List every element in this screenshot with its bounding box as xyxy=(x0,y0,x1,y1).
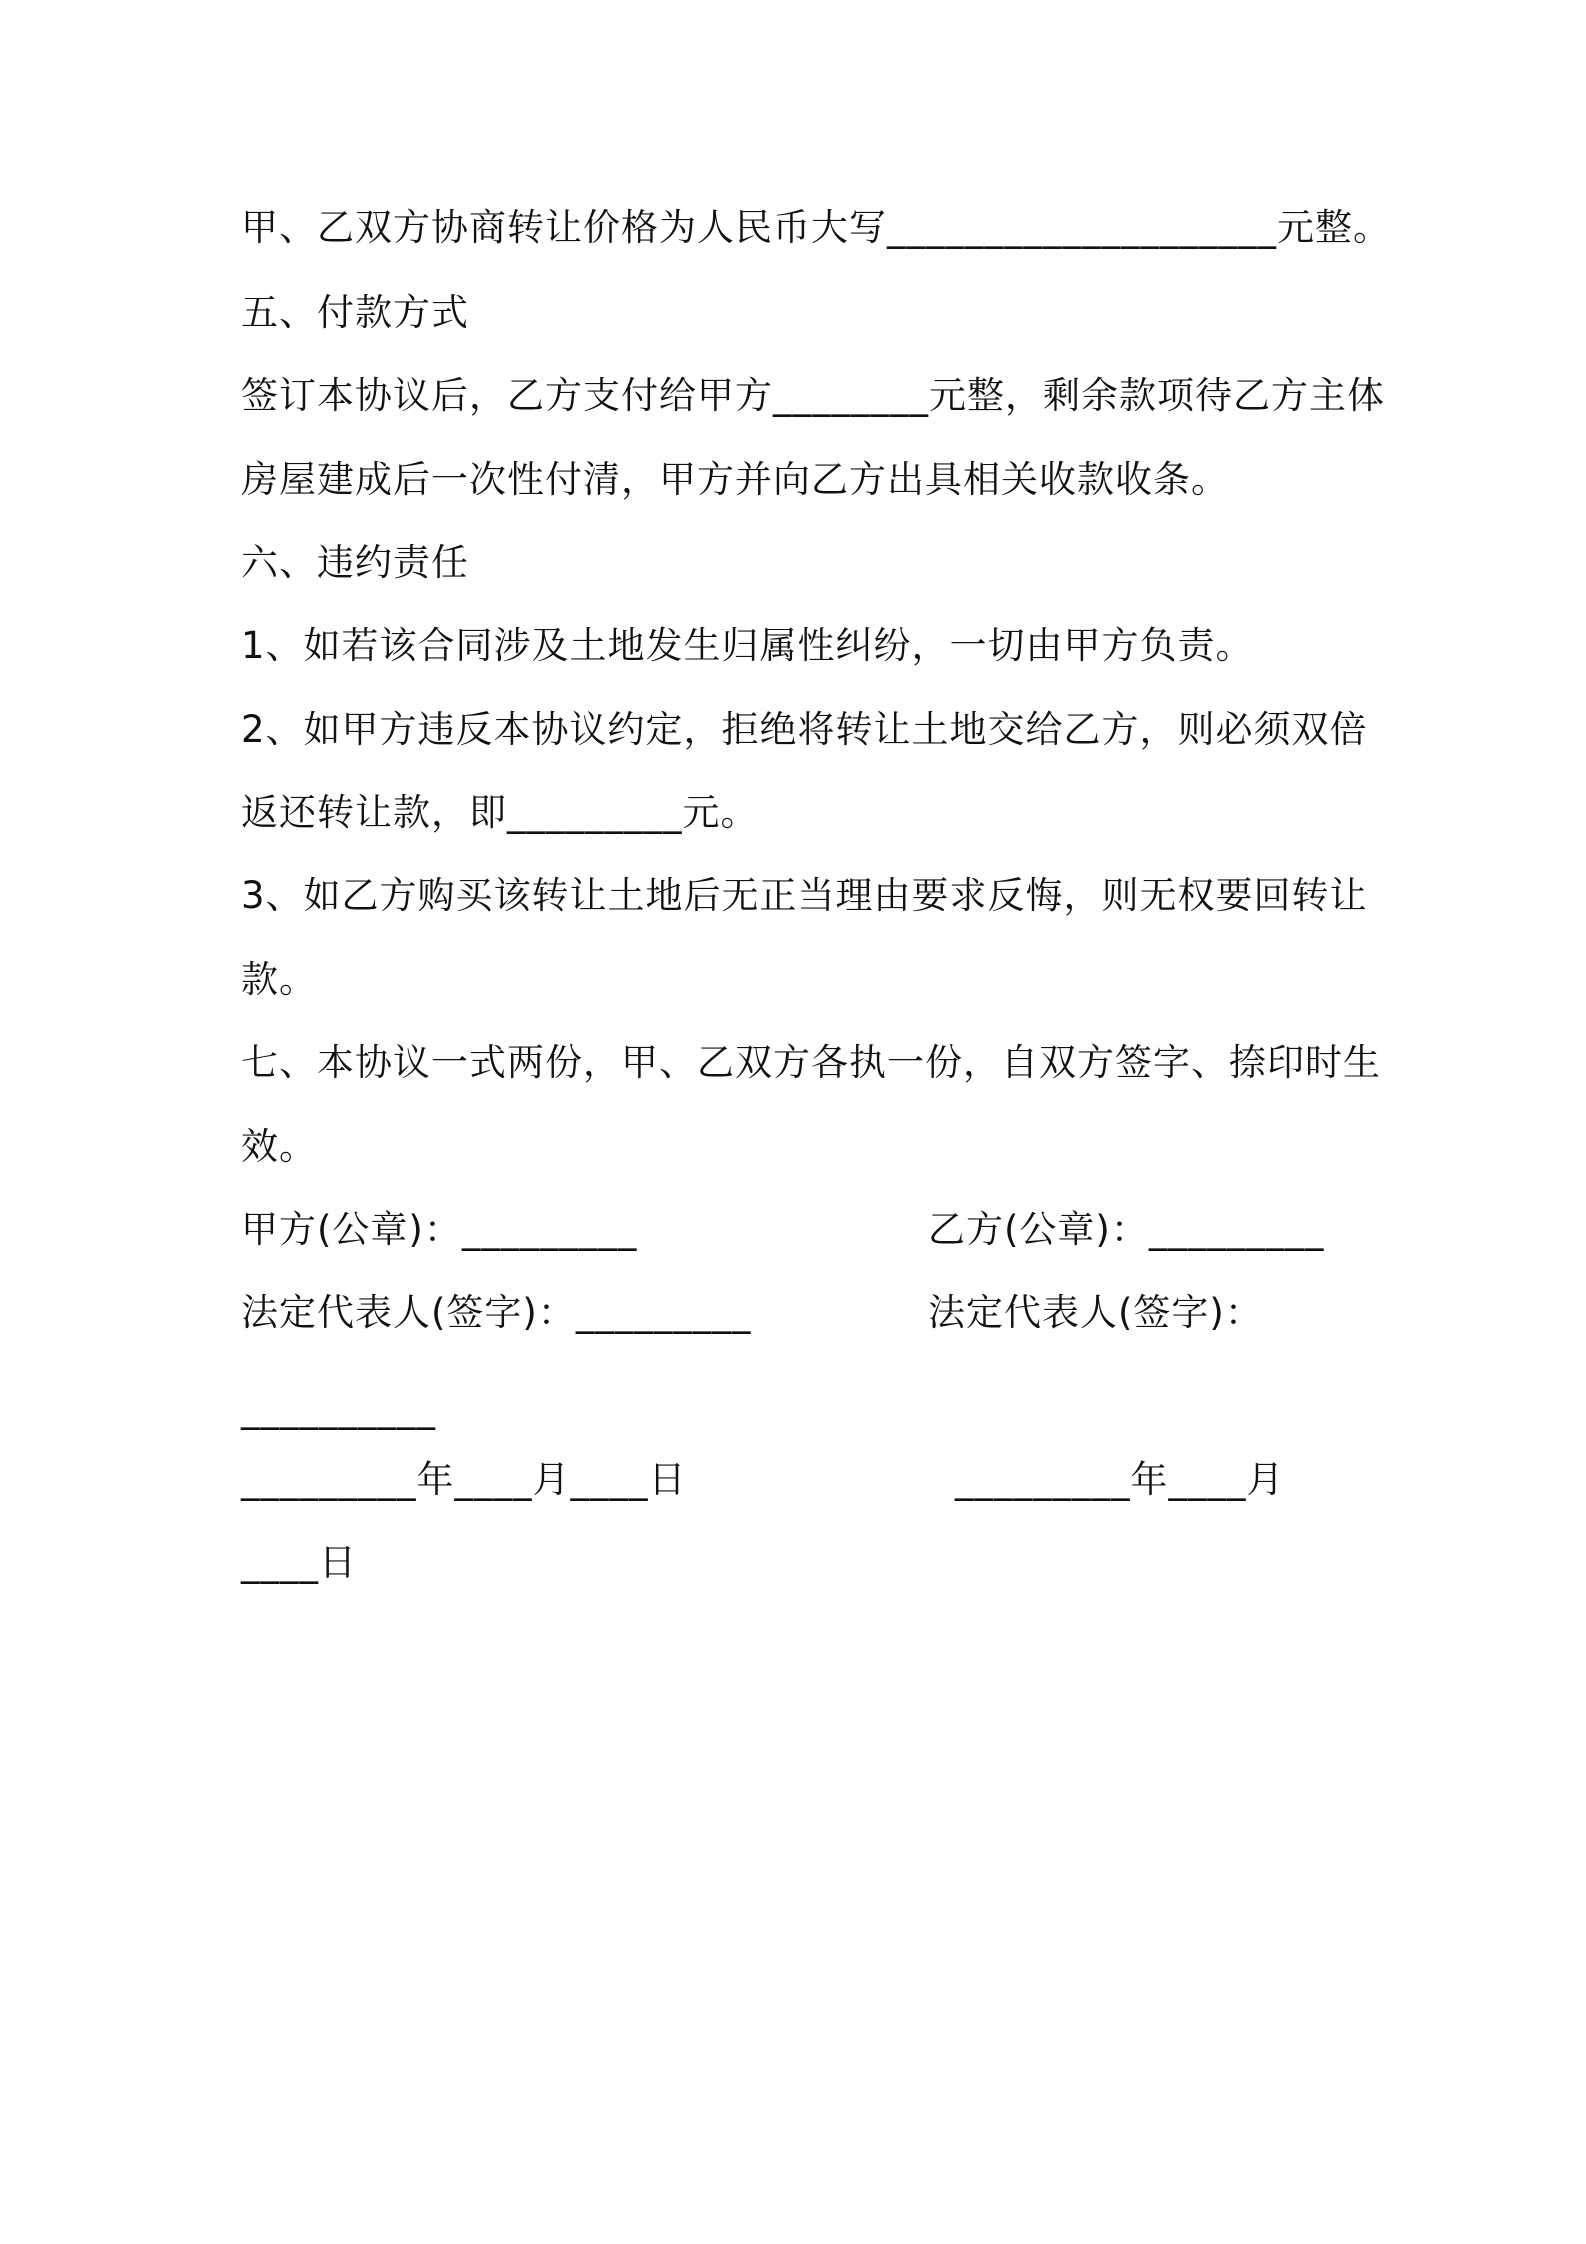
party-a-date-field: _________年____月____日 xyxy=(241,1458,687,1501)
party-a-seal-field: 甲方(公章)：_________ xyxy=(241,1208,638,1251)
party-b-date-field: _________年____月 xyxy=(955,1458,1285,1501)
party-b-rep-field: 法定代表人(签字)： xyxy=(928,1291,1263,1334)
liability-clause-3-line-1: 3、如乙方购买该转让土地后无正当理由要求反悔，则无权要回转让 xyxy=(241,874,1368,917)
liability-clause-2-line-2: 返还转让款，即_________元。 xyxy=(241,791,759,834)
copies-clause-line-2: 效。 xyxy=(241,1125,317,1168)
price-clause: 甲、乙双方协商转让价格为人民币大写____________________元整。 xyxy=(241,206,1391,249)
copies-clause-line-1: 七、本协议一式两份，甲、乙双方各执一份，自双方签字、捺印时生 xyxy=(241,1041,1381,1084)
payment-clause-line-1: 签订本协议后，乙方支付给甲方________元整，剩余款项待乙方主体 xyxy=(241,374,1385,417)
party-b-rep-blank: __________ xyxy=(241,1387,436,1430)
party-a-rep-field: 法定代表人(签字)：_________ xyxy=(241,1291,752,1334)
liability-clause-1: 1、如若该合同涉及土地发生归属性纠纷，一切由甲方负责。 xyxy=(241,624,1254,667)
payment-clause-line-2: 房屋建成后一次性付清，甲方并向乙方出具相关收款收条。 xyxy=(241,458,1229,501)
liability-clause-3-line-2: 款。 xyxy=(241,958,317,1001)
section-heading-liability: 六、违约责任 xyxy=(241,541,469,584)
party-b-date-day: ____日 xyxy=(241,1541,357,1584)
liability-clause-2-line-1: 2、如甲方违反本协议约定，拒绝将转让土地交给乙方，则必须双倍 xyxy=(241,708,1368,751)
party-b-seal-field: 乙方(公章)：_________ xyxy=(928,1208,1325,1251)
section-heading-payment: 五、付款方式 xyxy=(241,291,469,334)
